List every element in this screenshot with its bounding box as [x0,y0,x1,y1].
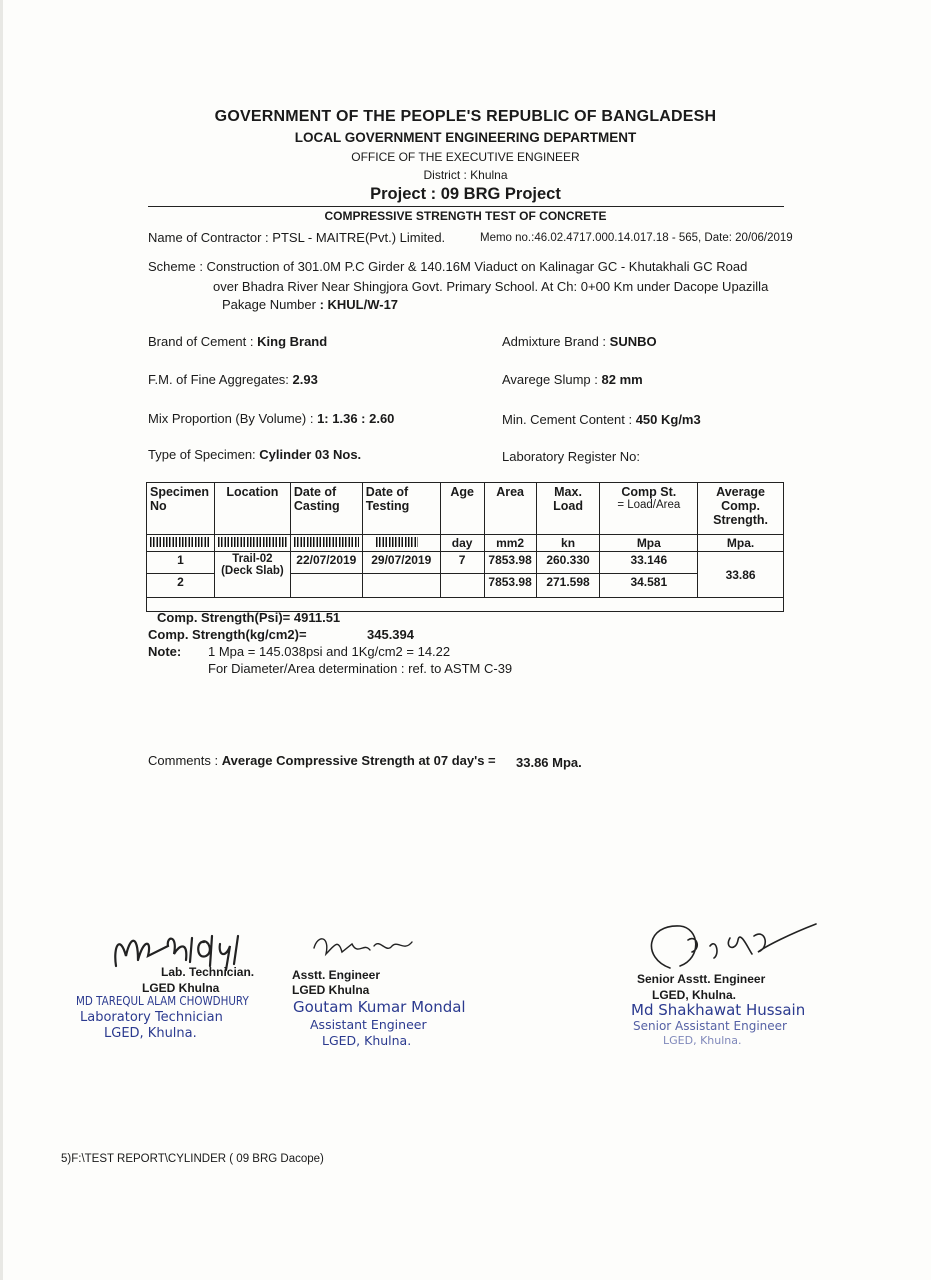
header-rule [148,206,784,207]
slump-label: Avarege Slump : [502,372,598,387]
senior-engineer-title: Senior Asstt. Engineer [637,972,766,986]
lab-technician-stamp-role: Laboratory Technician [80,1010,223,1025]
slump-line [502,372,643,387]
psi-value: 4911.51 [293,610,341,625]
header-load: Max. Load [536,483,600,535]
comp-value: 33.146 [600,552,698,574]
tick-cell [290,535,362,552]
package-line [222,297,398,312]
specimen-no: 2 [147,574,215,598]
area-value: 7853.98 [484,574,536,598]
note-line-1: 1 Mpa = 145.038psi and 1Kg/cm2 = 14.22 [208,644,451,659]
header-location: Location [214,483,290,535]
specimen-value: Cylinder 03 Nos. [259,447,362,462]
note-line-2: For Diameter/Area determination : ref. to ASTM C-39 [208,661,513,676]
empty-cell [362,574,440,598]
admixture-line [502,334,657,349]
senior-engineer-signature [640,918,820,978]
load-value: 260.330 [536,552,600,574]
header-area: Area [484,483,536,535]
specimen-label: Type of Specimen: [148,447,256,462]
average-value: 33.86 [698,552,784,598]
assistant-engineer-stamp-office: LGED, Khulna. [322,1033,412,1048]
mix-line [148,411,394,426]
lab-technician-title: Lab. Technician. [161,965,255,979]
department-heading: LOCAL GOVERNMENT ENGINEERING DEPARTMENT [294,130,637,145]
results-table [146,482,784,612]
cement-value: King Brand [257,334,328,349]
admixture-label: Admixture Brand : [502,334,607,349]
register-label: Laboratory Register No: [502,449,641,464]
unit-area: mm2 [484,535,536,552]
lab-technician-office: LGED Khulna [142,981,220,995]
scheme-text-1: : Construction of 301.0M P.C Girder & 140.16M Viaduct on Kalinagar GC - Khutakhali GC Road [199,259,748,274]
slump-value: 82 mm [601,372,643,387]
assistant-engineer-stamp-name: Goutam Kumar Mondal [293,998,466,1016]
empty-cell [440,574,484,598]
load-value: 271.598 [536,574,600,598]
comments-text: Average Compressive Strength at 07 day's = [221,753,496,768]
header-comp [600,483,698,535]
header-specimen: Specimen No [147,483,215,535]
assistant-engineer-title: Asstt. Engineer [292,968,381,982]
units-row [147,535,784,552]
cement-label: Brand of Cement : [148,334,254,349]
government-heading: GOVERNMENT OF THE PEOPLE'S REPUBLIC OF BANGLADESH [214,108,717,125]
contractor-label: Name of Contractor : [148,230,269,245]
fm-label: F.M. of Fine Aggregates: [148,372,289,387]
testing-date: 29/07/2019 [362,552,440,574]
memo-number: Memo no.:46.02.4717.000.14.017.18 - 565, Date: 20/06/2019 [480,232,793,244]
specimen-line [148,447,361,462]
project-title: Project : 09 BRG Project [370,185,561,203]
district-heading: District : Khulna [423,168,508,182]
min-cement-line [502,412,701,427]
tick-cell [214,535,290,552]
package-label: Pakage Number [222,297,316,312]
comp-value: 34.581 [600,574,698,598]
min-cement-value: 450 Kg/m3 [635,412,701,427]
tick-cell [362,535,440,552]
contractor-value: PTSL - MAITRE(Pvt.) Limited. [272,230,446,245]
unit-comp: Mpa [600,535,698,552]
location-cell [214,552,290,598]
header-age: Age [440,483,484,535]
note-label: Note: [148,644,182,659]
tick-cell [147,535,215,552]
scheme-line-1 [148,259,747,274]
cement-line [148,334,327,349]
location-name: Trail-02 [232,553,273,565]
specimen-no: 1 [147,552,215,574]
comments-value: 33.86 Mpa. [516,755,582,770]
kg-value: 345.394 [367,627,414,642]
unit-load: kn [536,535,600,552]
assistant-engineer-office: LGED Khulna [292,983,370,997]
header-comp-title: Comp St. [621,485,677,499]
area-value: 7853.98 [484,552,536,574]
footer-file-path: 5)F:\TEST REPORT\CYLINDER ( 09 BRG Dacope) [61,1153,324,1165]
senior-engineer-stamp-name: Md Shakhawat Hussain [631,1001,806,1019]
psi-line [157,610,340,625]
scheme-text-2: over Bhadra River Near Shingjora Govt. Primary School. At Ch: 0+00 Km under Dacope Upazilla [213,279,769,294]
table-row [147,552,784,574]
header-testing: Date of Testing [362,483,440,535]
assistant-engineer-stamp-role: Assistant Engineer [310,1017,427,1032]
header-comp-sub: = Load/Area [617,499,681,511]
unit-average: Mpa. [698,535,784,552]
package-value: : KHUL/W-17 [319,297,399,312]
contractor-line [148,230,445,245]
empty-cell [290,574,362,598]
fm-value: 2.93 [292,372,318,387]
office-heading: OFFICE OF THE EXECUTIVE ENGINEER [351,150,580,164]
admixture-value: SUNBO [609,334,657,349]
age-value: 7 [440,552,484,574]
unit-age: day [440,535,484,552]
fm-line [148,372,318,387]
assistant-engineer-signature [308,928,428,968]
header-average: Average Comp. Strength. [698,483,784,535]
table-header-row [147,483,784,535]
test-title: COMPRESSIVE STRENGTH TEST OF CONCRETE [324,209,607,223]
min-cement-label: Min. Cement Content : [502,412,633,427]
location-detail: (Deck Slab) [221,565,284,577]
mix-value: 1: 1.36 : 2.60 [317,411,395,426]
psi-label: Comp. Strength(Psi)= [157,610,291,625]
kg-label: Comp. Strength(kg/cm2)= [148,627,307,642]
casting-date: 22/07/2019 [290,552,362,574]
comments-label: Comments : [148,753,219,768]
mix-label: Mix Proportion (By Volume) : [148,411,314,426]
senior-engineer-stamp-role: Senior Assistant Engineer [633,1019,787,1033]
lab-technician-stamp-office: LGED, Khulna. [104,1026,197,1041]
header-casting: Date of Casting [290,483,362,535]
comments-line [148,753,496,768]
scheme-label: Scheme [148,259,196,274]
senior-engineer-stamp-office: LGED, Khulna. [663,1034,742,1047]
lab-technician-stamp-name: MD TAREQUL ALAM CHOWDHURY [76,994,249,1008]
senior-engineer-office: LGED, Khulna. [652,988,736,1002]
